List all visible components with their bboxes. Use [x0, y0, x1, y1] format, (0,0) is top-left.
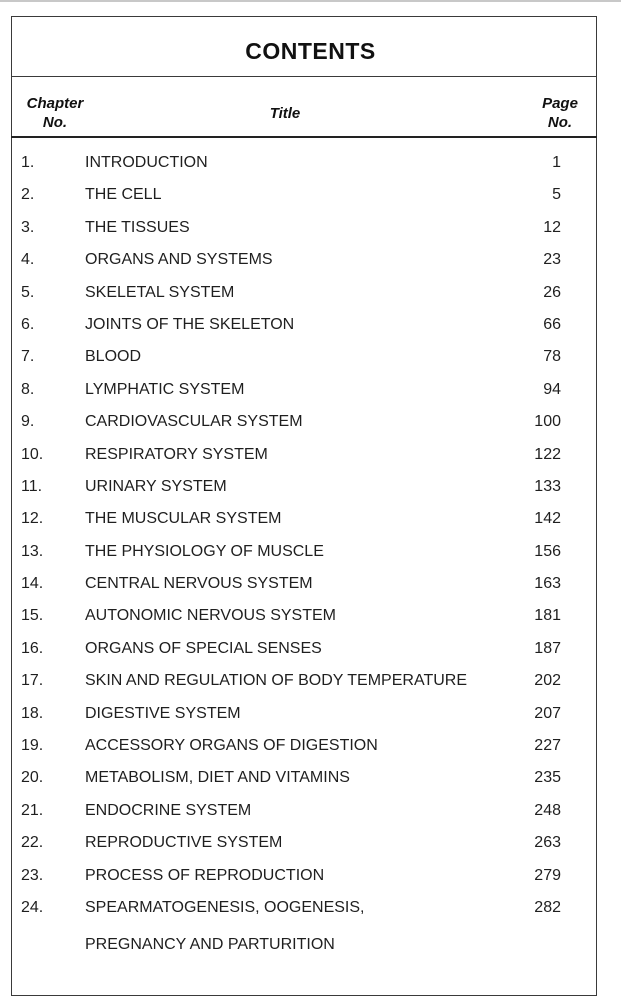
- chapter-number: 3.: [21, 218, 35, 236]
- chapter-page: 12: [543, 218, 561, 236]
- top-divider: [0, 0, 621, 2]
- chapter-page: 187: [534, 639, 561, 657]
- chapter-page: 163: [534, 575, 561, 593]
- chapter-title: AUTONOMIC NERVOUS SYSTEM: [85, 607, 336, 625]
- chapter-number: 4.: [21, 251, 35, 269]
- chapter-row: [0, 442, 621, 474]
- chapter-page: 202: [534, 672, 561, 690]
- chapter-title: METABOLISM, DIET AND VITAMINS: [85, 769, 350, 787]
- chapter-row: [0, 765, 621, 797]
- chapter-page: 94: [543, 380, 561, 398]
- chapter-number: 23.: [21, 866, 44, 884]
- chapter-number: 17.: [21, 672, 44, 690]
- chapter-number: 18.: [21, 704, 44, 722]
- header-divider: [11, 136, 597, 138]
- chapter-row: [0, 895, 621, 927]
- title-divider: [11, 76, 597, 77]
- chapter-page: 66: [543, 315, 561, 333]
- chapter-row: [0, 377, 621, 409]
- chapter-title: ENDOCRINE SYSTEM: [85, 801, 252, 819]
- chapter-number: 24.: [21, 898, 44, 916]
- chapter-title: INTRODUCTION: [85, 154, 208, 171]
- chapter-title: THE PHYSIOLOGY OF MUSCLE: [85, 542, 324, 560]
- chapter-row: [0, 182, 621, 214]
- chapter-row: [0, 344, 621, 376]
- chapter-row: [0, 603, 621, 635]
- chapter-number: 19.: [21, 737, 44, 755]
- chapter-title: RESPIRATORY SYSTEM: [85, 445, 268, 463]
- chapter-title: PROCESS OF REPRODUCTION: [85, 866, 325, 884]
- chapter-page: 279: [534, 866, 561, 884]
- chapter-number: 8.: [21, 380, 35, 398]
- chapter-page: 23: [543, 251, 561, 269]
- header-chapter-line1: Chapter: [26, 95, 84, 112]
- header-chapter-line2: No.: [42, 114, 68, 131]
- chapter-row: [0, 409, 621, 441]
- chapter-number: 10.: [21, 445, 44, 463]
- chapter-row: [0, 247, 621, 279]
- chapter-number: 7.: [21, 348, 35, 366]
- chapter-page: 227: [534, 737, 561, 755]
- chapter-number: 22.: [21, 834, 44, 852]
- chapter-page: 133: [534, 477, 561, 495]
- chapter-number: 5.: [21, 283, 35, 301]
- chapter-page: 156: [534, 542, 561, 560]
- chapter-row: [0, 636, 621, 668]
- chapter-number: 14.: [21, 575, 44, 593]
- header-page-line2: No.: [547, 114, 573, 131]
- chapter-number: 21.: [21, 801, 44, 819]
- chapter-number: 13.: [21, 542, 44, 560]
- chapter-title: LYMPHATIC SYSTEM: [85, 380, 245, 398]
- chapter-page: 78: [543, 348, 561, 366]
- chapter-list: [0, 150, 621, 927]
- chapter-title: ACCESSORY ORGANS OF DIGESTION: [85, 737, 378, 755]
- chapter-row: [0, 506, 621, 538]
- chapter-page: 1: [552, 154, 561, 171]
- chapter-page: 5: [552, 186, 561, 204]
- header-title: Title: [269, 105, 301, 122]
- chapter-row: [0, 539, 621, 571]
- chapter-row: [0, 830, 621, 862]
- chapter-number: 16.: [21, 639, 44, 657]
- chapter-number: 9.: [21, 413, 35, 431]
- chapter-row: [0, 668, 621, 700]
- chapter-page: 235: [534, 769, 561, 787]
- chapter-title: JOINTS OF THE SKELETON: [85, 315, 295, 333]
- chapter-title: SKELETAL SYSTEM: [85, 283, 235, 301]
- chapter-page: 282: [534, 898, 561, 916]
- chapter-row: [0, 571, 621, 603]
- header-chapter-no: [21, 94, 89, 132]
- chapter-number: 11.: [21, 477, 43, 495]
- chapter-title: CARDIOVASCULAR SYSTEM: [85, 413, 303, 431]
- chapter-page: 100: [534, 413, 561, 431]
- chapter-number: 15.: [21, 607, 44, 625]
- page-title: CONTENTS: [245, 38, 376, 64]
- chapter-page: 181: [534, 607, 561, 625]
- chapter-title: DIGESTIVE SYSTEM: [85, 704, 241, 722]
- header-page-no: [530, 94, 590, 132]
- chapter-row: [0, 701, 621, 733]
- chapter-title: THE MUSCULAR SYSTEM: [85, 510, 282, 528]
- chapter-title: THE CELL: [85, 186, 162, 204]
- chapter-row: [0, 280, 621, 312]
- chapter-title: ORGANS AND SYSTEMS: [85, 251, 273, 269]
- chapter-page: 207: [534, 704, 561, 722]
- chapter-row: [0, 798, 621, 830]
- chapter-row: [0, 312, 621, 344]
- chapter-number: 12.: [21, 510, 44, 528]
- chapter-24-title-continuation: PREGNANCY AND PARTURITION: [85, 936, 335, 953]
- chapter-number: 20.: [21, 769, 44, 787]
- chapter-page: 248: [534, 801, 561, 819]
- chapter-row: [0, 863, 621, 895]
- chapter-row: [0, 150, 621, 182]
- chapter-title: THE TISSUES: [85, 218, 190, 236]
- chapter-title: URINARY SYSTEM: [85, 477, 227, 495]
- chapter-number: 6.: [21, 315, 35, 333]
- chapter-number: 2.: [21, 186, 35, 204]
- chapter-row: [0, 474, 621, 506]
- chapter-title: SKIN AND REGULATION OF BODY TEMPERATURE: [85, 672, 467, 690]
- chapter-page: 26: [543, 283, 561, 301]
- chapter-row: [0, 215, 621, 247]
- chapter-row: [0, 733, 621, 765]
- chapter-title: CENTRAL NERVOUS SYSTEM: [85, 575, 313, 593]
- chapter-title: REPRODUCTIVE SYSTEM: [85, 834, 283, 852]
- chapter-number: 1.: [21, 154, 35, 171]
- chapter-page: 263: [534, 834, 561, 852]
- chapter-title: ORGANS OF SPECIAL SENSES: [85, 639, 322, 657]
- chapter-title: SPEARMATOGENESIS, OOGENESIS,: [85, 898, 365, 916]
- chapter-page: 122: [534, 445, 561, 463]
- chapter-title: BLOOD: [85, 348, 142, 366]
- header-page-line1: Page: [542, 95, 578, 112]
- chapter-page: 142: [534, 510, 561, 528]
